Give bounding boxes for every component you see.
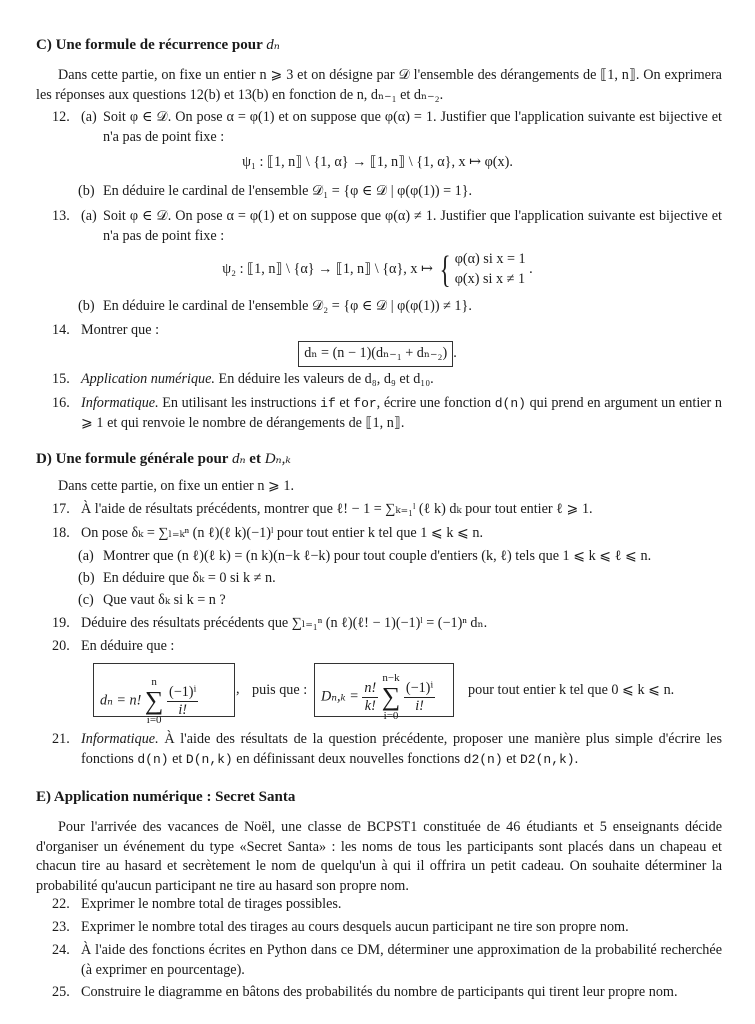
question-14-text: Montrer que : <box>81 322 160 338</box>
question-18 <box>52 524 722 544</box>
section-d-title: D) Une formule générale pour <box>36 451 229 467</box>
question-21-emphasis: Informatique. <box>81 731 159 747</box>
question-14 <box>52 321 722 341</box>
formula-tail-text: pour tout entier k tel que 0 ⩽ k ⩽ n. <box>468 682 675 698</box>
sum-upper: n−k <box>382 672 400 684</box>
fraction <box>404 680 435 715</box>
question-number: 23. <box>52 919 70 935</box>
question-number: 15. <box>52 371 70 387</box>
question-15-body <box>81 370 722 390</box>
code-d-n: d(n) <box>137 751 169 767</box>
subquestion-label: (b) <box>78 183 95 199</box>
psi1-formula: ψ₁ : ⟦1, n⟧ \ {1, α} → ⟦1, n⟧ \ {1, α}, x ↦ φ(x). <box>242 154 513 170</box>
subquestion-label: (a) <box>81 208 97 224</box>
question-20-text: En déduire que : <box>81 638 175 654</box>
question-17 <box>52 500 722 520</box>
subquestion-label: (b) <box>78 570 95 586</box>
case-2: φ(x) si x ≠ 1 <box>454 270 526 287</box>
psi2-formula-left: ψ₂ : ⟦1, n⟧ \ {α} → ⟦1, n⟧ \ {α}, x ↦ <box>222 260 433 277</box>
question-number: 12. <box>52 109 70 125</box>
section-e-title: E) Application numérique : Secret Santa <box>36 789 296 805</box>
section-c-title-math: dₙ <box>266 37 280 53</box>
text: et <box>168 750 186 767</box>
section-c-heading <box>36 36 280 56</box>
question-13b-text: En déduire le cardinal de l'ensemble 𝒟₂ = {φ ∈ 𝒟 | φ(φ(1)) ≠ 1}. <box>103 298 472 314</box>
left-brace-icon: { <box>440 248 452 291</box>
question-19-text: Déduire des résultats précédents que ∑ₗ₌₁ⁿ (n ℓ)(ℓ! − 1)(−1)ˡ = (−1)ⁿ dₙ. <box>81 615 488 631</box>
text: en définissant deux nouvelles fonctions <box>232 750 464 767</box>
dn-formula <box>100 676 198 726</box>
question-18c <box>78 591 722 611</box>
sigma-icon: ∑ <box>381 682 401 711</box>
text: et <box>502 750 520 767</box>
question-22-text: Exprimer le nombre total de tirages possibles. <box>81 896 342 912</box>
puis-que-text: puis que : <box>252 682 308 698</box>
question-25 <box>52 983 722 1003</box>
code-if: if <box>320 396 336 411</box>
dnk-formula-lhs: Dₙ,ₖ = <box>321 688 359 705</box>
question-16-emphasis: Informatique. <box>81 395 159 411</box>
text: , écrire une fonction <box>376 395 495 411</box>
question-18c-text: Que vaut δₖ si k = n ? <box>103 592 226 608</box>
code-D2-n-k: D2(n,k) <box>520 751 575 767</box>
question-12a <box>81 108 722 147</box>
section-c-intro-line-1: Dans cette partie, on fixe un entier n ⩾ 3 et on désigne par 𝒟 l'ensemble des dérangements de ⟦1, n⟧. <box>58 67 640 83</box>
question-24-text: À l'aide des fonctions écrites en Python dans ce DM, déterminer une approximation de la probabilité recherchée (à exprimer en pourcentage). <box>81 942 722 978</box>
dn-formula-lhs: dₙ = n! <box>100 692 142 709</box>
section-c-intro-line-2: On exprimera les réponses aux questions 12(b) et 13(b) en fonction de n, dₙ₋₁ et dₙ₋₂. <box>36 67 722 103</box>
code-d-n: d(n) <box>494 396 526 411</box>
section-d-title-and: et <box>249 451 261 467</box>
question-18b-text: En déduire que δₖ = 0 si k ≠ n. <box>103 570 276 586</box>
recurrence-formula-box: dₙ = (n − 1)(dₙ₋₁ + dₙ₋₂) <box>298 341 453 367</box>
question-18a-text: Montrer que (n ℓ)(ℓ k) = (n k)(n−k ℓ−k) pour tout couple d'entiers (k, ℓ) tels que 1 ⩽ k ⩽ ℓ ⩽ n. <box>103 548 652 564</box>
prefactor-denominator: k! <box>364 697 376 714</box>
question-15 <box>52 370 722 390</box>
fraction-denominator: i! <box>415 697 424 714</box>
fraction-numerator: (−1)ⁱ <box>168 683 197 700</box>
question-20 <box>52 637 722 657</box>
subquestion-label: (b) <box>78 298 95 314</box>
question-12a-text: Soit φ ∈ 𝒟. On pose α = φ(1) et on suppose que φ(α) = 1. Justifier que l'application suivante est bijective et n'a pas de point fixe : <box>103 109 722 145</box>
question-number: 14. <box>52 322 70 338</box>
question-12 <box>52 108 722 147</box>
question-number: 21. <box>52 731 70 747</box>
sigma-icon: ∑ <box>144 686 164 715</box>
question-18b <box>78 569 722 589</box>
question-25-text: Construire le diagramme en bâtons des probabilités du nombre de participants qui tirent leur propre nom. <box>81 984 678 1000</box>
subquestion-label: (a) <box>81 109 97 125</box>
section-c-title: C) Une formule de récurrence pour <box>36 37 263 53</box>
text: . <box>574 750 579 767</box>
question-24 <box>52 941 722 980</box>
section-d-title-math-2: Dₙ,ₖ <box>264 451 291 467</box>
question-15-emphasis: Application numérique. <box>81 371 215 387</box>
dnk-formula-box <box>314 663 454 722</box>
question-number: 13. <box>52 208 70 224</box>
sum-upper: n <box>151 676 157 688</box>
section-d-title-math-1: dₙ <box>231 451 246 467</box>
question-13a-text: Soit φ ∈ 𝒟. On pose α = φ(1) et on suppose que φ(α) ≠ 1. Justifier que l'application suivante est bijective et n'a pas de point fixe : <box>103 208 722 244</box>
subquestion-label: (a) <box>78 548 94 564</box>
question-23-text: Exprimer le nombre total des tirages au cours desquels aucun participant ne tire son propre nom. <box>81 919 629 935</box>
question-16 <box>52 394 722 433</box>
section-e-intro: Pour l'arrivée des vacances de Noël, une classe de BCPST1 constituée de 46 étudiants et 5 enseignants décide d'organiser un événement du type «Secret Santa» : les noms de tous les participants sont placés dans un chapeau et chacun tire au hasard et secrètement le nom de quelqu'un à qui il offrira un petit cadeau. On souhaite déterminer la probabilité qu'aucun participant ne tire au hasard son propre nom. <box>36 819 722 894</box>
question-number: 17. <box>52 501 70 517</box>
question-21-body <box>81 730 722 769</box>
text: En utilisant les instructions <box>158 395 321 411</box>
formula-period: . <box>529 260 533 277</box>
question-number: 25. <box>52 984 70 1000</box>
formula-comma: , <box>236 681 240 697</box>
question-13 <box>52 207 722 246</box>
question-12b <box>78 182 722 202</box>
question-23 <box>52 918 722 938</box>
question-17-text: À l'aide de résultats précédents, montrer que ℓ! − 1 = ∑ₖ₌₁ˡ (ℓ k) dₖ pour tout entier ℓ ⩾ 1. <box>81 501 593 517</box>
question-number: 16. <box>52 395 70 411</box>
question-15-text: En déduire les valeurs de d₈, d₉ et d₁₀. <box>214 371 434 387</box>
sum-lower: i=0 <box>146 714 162 726</box>
dnk-formula <box>321 672 435 722</box>
question-number: 20. <box>52 638 70 654</box>
question-number: 24. <box>52 942 70 958</box>
question-number: 19. <box>52 615 70 631</box>
section-d-heading <box>36 450 291 470</box>
fraction-denominator: i! <box>178 701 188 718</box>
text: À l'aide des résultats de la question précédente, proposer une manière plus simple d'écrire les fonctions <box>81 731 722 767</box>
code-d2-n: d2(n) <box>463 751 503 767</box>
question-13b <box>78 297 722 317</box>
formula-period: . <box>453 345 457 361</box>
question-16-body <box>81 394 722 433</box>
question-19 <box>52 614 722 634</box>
prefactor-numerator: n! <box>364 679 377 696</box>
fraction <box>167 684 198 719</box>
question-18-text: On pose δₖ = ∑ₗ₌ₖⁿ (n ℓ)(ℓ k)(−1)ˡ pour tout entier k tel que 1 ⩽ k ⩽ n. <box>81 525 484 541</box>
case-1: φ(α) si x = 1 <box>454 251 526 267</box>
fraction-numerator: (−1)ⁱ <box>405 679 434 696</box>
psi2-formula <box>0 250 755 289</box>
sum-operator <box>382 672 401 722</box>
text: qui prend en argument un entier n ⩾ 1 et qui renvoie le nombre de dérangements de ⟦1, n⟧. <box>81 395 722 431</box>
question-22 <box>52 895 722 915</box>
prefactor-fraction <box>362 680 378 715</box>
dn-formula-box <box>93 663 235 726</box>
text: et <box>335 395 354 411</box>
section-d-intro: Dans cette partie, on fixe un entier n ⩾ 1. <box>58 478 295 494</box>
code-for: for <box>353 396 377 411</box>
subquestion-label: (c) <box>78 592 94 608</box>
sum-lower: i=0 <box>383 710 399 722</box>
section-c-intro <box>36 66 722 105</box>
code-D-n-k: D(n,k) <box>185 751 233 767</box>
question-13a <box>81 207 722 246</box>
question-12b-text: En déduire le cardinal de l'ensemble 𝒟₁ = {φ ∈ 𝒟 | φ(φ(1)) = 1}. <box>103 183 473 199</box>
question-21 <box>52 730 722 769</box>
question-18a <box>78 547 722 567</box>
recurrence-formula <box>0 341 755 367</box>
question-number: 18. <box>52 525 70 541</box>
sum-operator <box>145 676 164 726</box>
psi2-cases <box>455 250 526 289</box>
question-number: 22. <box>52 896 70 912</box>
